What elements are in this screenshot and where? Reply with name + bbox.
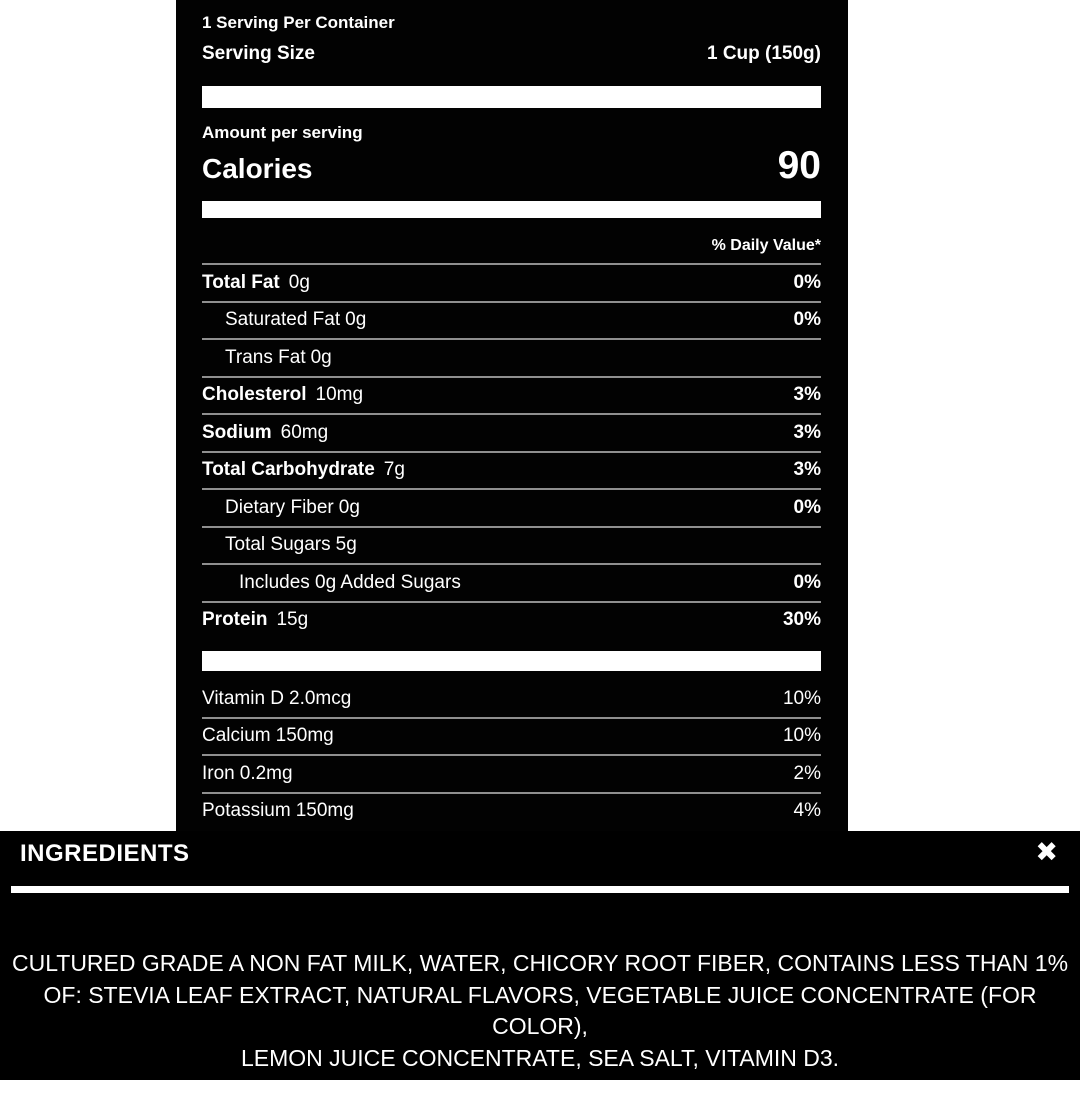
daily-value-header: % Daily Value*: [711, 237, 821, 254]
ingredients-text: [0, 948, 1080, 1106]
serving-size-row: [202, 42, 821, 65]
close-icon[interactable]: ✖: [1035, 837, 1058, 868]
nutrient-row: Sodium 60mg 3%: [202, 415, 821, 453]
serving-size-value: 1 Cup (150g): [706, 43, 821, 64]
nutrient-row: Cholesterol 10mg 3%: [202, 378, 821, 416]
nutrition-facts-label: [176, 0, 848, 831]
calories-value: 90: [777, 144, 821, 187]
ingredients-header: [0, 831, 1080, 867]
yogurt-cultures-line: YOGURT CULTURES: S. THERMOPHILUS & L. BULGARICUS: [213, 1076, 867, 1102]
servings-per-container: 1 Serving Per Container: [202, 13, 395, 32]
calories-label: Calories: [202, 153, 313, 184]
divider-bar: [202, 86, 821, 108]
ingredients-divider: [11, 886, 1069, 893]
vitamin-row: Calcium 150mg 10%: [202, 719, 821, 757]
serving-size-label: Serving Size: [202, 43, 315, 64]
vitamin-row: Potassium 150mg 4%: [202, 800, 821, 822]
nutrient-row: Total Sugars 5g: [202, 528, 821, 566]
divider-bar: [202, 201, 821, 218]
nutrient-row: Trans Fat 0g: [202, 340, 821, 378]
vitamin-rows: [202, 681, 821, 829]
ingredients-line: OF: STEVIA LEAF EXTRACT, NATURAL FLAVORS, VEGETABLE JUICE CONCENTRATE (FOR COLOR),: [43, 981, 1037, 1039]
amount-per-serving-label: Amount per serving: [202, 123, 363, 142]
ingredients-title: INGREDIENTS: [20, 840, 190, 867]
nutrient-row: Total Carbohydrate 7g 3%: [202, 453, 821, 491]
nutrient-row: Protein 15g 30%: [202, 609, 821, 631]
nutrient-row: Includes 0g Added Sugars 0%: [202, 565, 821, 603]
divider-bar: [202, 651, 821, 671]
nutrient-row: Dietary Fiber 0g 0%: [202, 490, 821, 528]
ingredients-overlay: [0, 831, 1080, 1102]
ingredients-line: LEMON JUICE CONCENTRATE, SEA SALT, VITAMIN D3.: [240, 1044, 840, 1071]
nutrient-row: Total Fat 0g 0%: [202, 265, 821, 303]
nutrient-rows: [202, 263, 821, 638]
vitamin-row: Iron 0.2mg 2%: [202, 756, 821, 794]
ingredients-line: CULTURED GRADE A NON FAT MILK, WATER, CHICORY ROOT FIBER, CONTAINS LESS THAN 1%: [11, 950, 1069, 976]
vitamin-row: Vitamin D 2.0mcg 10%: [202, 681, 821, 719]
nutrient-row: Saturated Fat 0g 0%: [202, 303, 821, 341]
calories-row: [202, 144, 821, 188]
